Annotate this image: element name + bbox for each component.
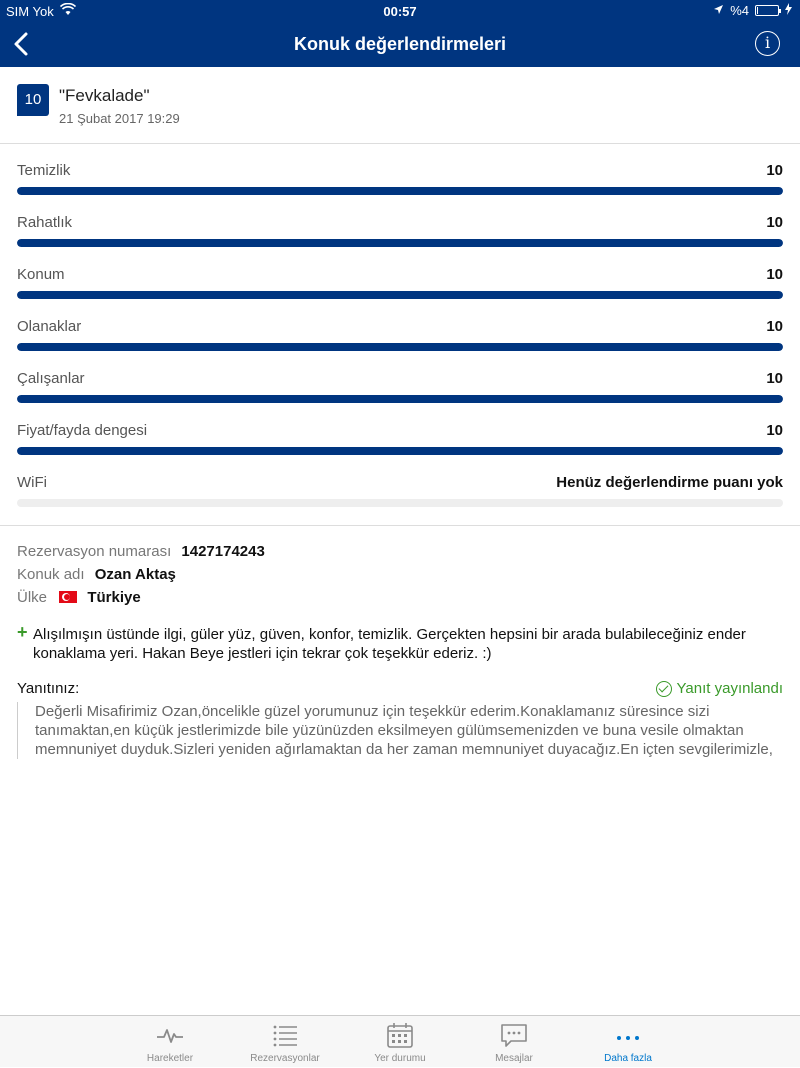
rating-bar	[17, 291, 783, 299]
rating-value: 10	[766, 318, 783, 335]
info-icon: i	[764, 33, 771, 52]
tab-label: Hareketler	[146, 1053, 194, 1064]
country-row	[17, 589, 265, 612]
review-header	[0, 67, 800, 144]
reply-text: Değerli Misafirimiz Ozan,öncelikle güzel yorumunuz için teşekkür ederim.Konaklamanız süresince sizi tanımaktan,en küçük jestlerimizde bile yüzünüzden eksilmeyen gülümsemenizden ve buna vesile olmaktan memnuniyet duyduk.Sizleri yeniden ağırlamaktan da her zaman memnuniyet duyacağız.En içten sevgilerimizle,	[17, 702, 783, 759]
plus-icon: +	[17, 622, 28, 642]
rating-row-olanaklar	[17, 316, 783, 368]
country-value: Türkiye	[87, 589, 141, 606]
battery-percent: %4	[730, 3, 749, 18]
list-icon	[270, 1022, 300, 1048]
rating-row-fiyat-fayda	[17, 420, 783, 472]
rating-bar	[17, 395, 783, 403]
rating-bar	[17, 187, 783, 195]
guest-name-value: Ozan Aktaş	[94, 566, 176, 583]
tab-label: Yer durumu	[374, 1053, 426, 1064]
activity-icon	[155, 1022, 185, 1048]
positive-comment	[17, 622, 783, 663]
country-label: Ülke	[17, 589, 48, 606]
score-badge: 10	[17, 84, 49, 116]
reply-label: Yanıtınız:	[17, 680, 80, 697]
rating-label: WiFi	[17, 474, 47, 491]
rating-value: 10	[766, 162, 783, 179]
section-divider	[0, 525, 800, 526]
rating-label: Rahatlık	[17, 214, 73, 231]
location-icon	[713, 3, 724, 18]
tab-label: Rezervasyonlar	[250, 1053, 320, 1064]
guest-name-row	[17, 566, 265, 589]
battery-icon	[755, 5, 779, 16]
info-button[interactable]	[755, 31, 780, 56]
rating-label: Çalışanlar	[17, 370, 85, 387]
carrier-label: SIM Yok	[6, 4, 54, 19]
tab-yer-durumu[interactable]	[350, 1016, 450, 1068]
rating-row-rahatlik	[17, 212, 783, 264]
status-bar	[0, 0, 800, 22]
rating-row-wifi	[17, 472, 783, 524]
rating-row-calisanlar	[17, 368, 783, 420]
tab-hareketler[interactable]	[120, 1016, 220, 1068]
rating-row-konum	[17, 264, 783, 316]
rating-bar	[17, 447, 783, 455]
ratings-list	[17, 160, 783, 524]
rating-label: Fiyat/fayda dengesi	[17, 422, 148, 439]
review-title: "Fevkalade"	[59, 86, 150, 105]
reservation-number-label: Rezervasyon numarası	[17, 543, 172, 560]
rating-label: Konum	[17, 266, 65, 283]
reservation-number-value: 1427174243	[181, 543, 265, 560]
reply-status-badge	[656, 680, 783, 697]
message-icon	[499, 1022, 529, 1048]
page-title: Konuk değerlendirmeleri	[293, 34, 507, 54]
rating-bar	[17, 343, 783, 351]
rating-bar	[17, 499, 783, 507]
nav-bar	[0, 22, 800, 67]
rating-label: Olanaklar	[17, 318, 82, 335]
calendar-icon	[385, 1022, 415, 1048]
rating-row-temizlik	[17, 160, 783, 212]
tab-mesajlar[interactable]	[464, 1016, 564, 1068]
clock: 00:57	[383, 4, 417, 19]
rating-label: Temizlik	[17, 162, 71, 179]
guest-name-label: Konuk adı	[17, 566, 85, 583]
charging-icon	[785, 3, 792, 18]
rating-value: Henüz değerlendirme puanı yok	[556, 474, 783, 491]
reservation-number-row	[17, 543, 265, 566]
rating-value: 10	[766, 422, 783, 439]
tab-bar	[0, 1015, 800, 1067]
rating-value: 10	[766, 266, 783, 283]
reply-status-text: Yanıt yayınlandı	[676, 680, 783, 697]
check-circle-icon	[656, 681, 672, 697]
rating-bar	[17, 239, 783, 247]
review-date: 21 Şubat 2017 19:29	[59, 111, 180, 126]
rating-value: 10	[766, 370, 783, 387]
tab-label: Mesajlar	[495, 1053, 533, 1064]
tab-label: Daha fazla	[604, 1053, 652, 1064]
tab-rezervasyonlar[interactable]	[235, 1016, 335, 1068]
turkey-flag-icon	[59, 591, 77, 603]
tab-daha-fazla[interactable]	[578, 1016, 678, 1068]
more-icon	[613, 1022, 643, 1048]
positive-comment-text: Alışılmışın üstünde ilgi, güler yüz, güven, konfor, temizlik. Gerçekten hepsini bir arada bulabileceğiniz ender konaklama yeri. Hakan Beye jestleri için tekrar çok teşekkür ederiz. :)	[33, 626, 746, 662]
rating-value: 10	[766, 214, 783, 231]
reservation-details	[17, 543, 265, 612]
